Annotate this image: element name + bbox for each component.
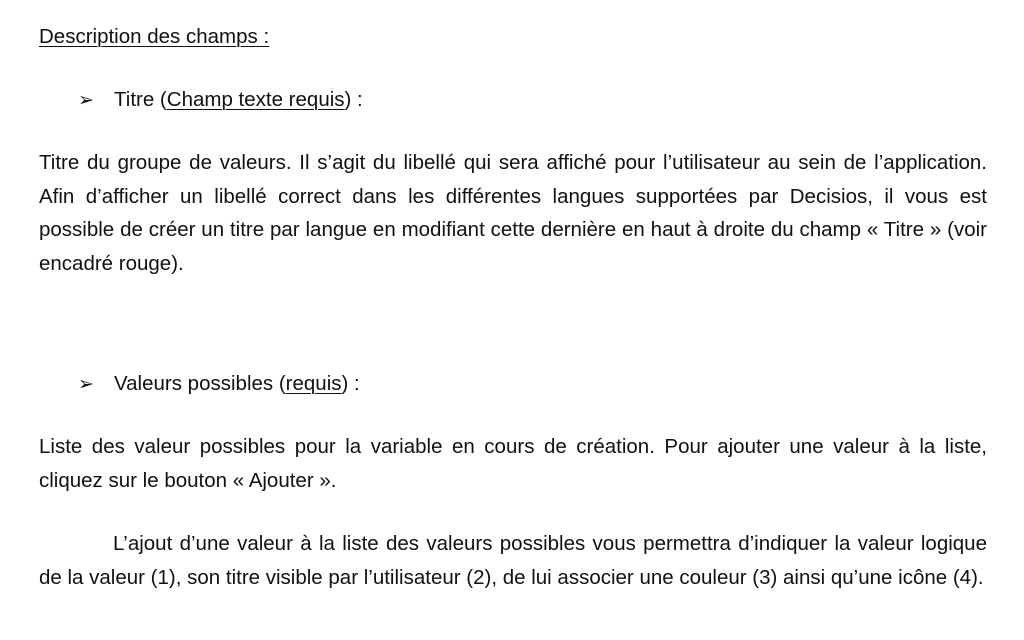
section-title-requirement: requis xyxy=(285,372,342,395)
document-heading: Description des champs : xyxy=(39,25,270,48)
section-title-valeurs-possibles xyxy=(78,371,360,398)
paragraph-ajout-valeur: L’ajout d’une valeur à la liste des valeurs possibles vous permettra d’indiquer la valeur logique de la valeur (1), son titre visible par l’utilisateur (2), de lui associer une couleur (3) ainsi qu’une icône (4). xyxy=(39,532,987,589)
section-title-prefix: Valeurs possibles ( xyxy=(114,372,286,395)
section-title-titre xyxy=(78,87,363,114)
arrow-bullet-icon: ➢ xyxy=(78,90,94,111)
paragraph-valeurs-description: Liste des valeur possibles pour la variable en cours de création. Pour ajouter une valeur à la liste, cliquez sur le bouton « Ajouter ». xyxy=(39,435,987,492)
arrow-bullet-icon: ➢ xyxy=(78,374,94,395)
section-title-suffix: ) : xyxy=(344,88,363,111)
section-title-suffix: ) : xyxy=(341,372,360,395)
paragraph-titre-description: Titre du groupe de valeurs. Il s’agit du libellé qui sera affiché pour l’utilisateur au sein de l’application. Afin d’afficher un libellé correct dans les différentes langues supportées par Decisios, il vous est possible de créer un titre par langue en modifiant cette dernière en haut à droite du champ « Titre » (voir encadré rouge). xyxy=(39,151,987,275)
section-title-prefix: Titre ( xyxy=(114,88,167,111)
section-title-requirement: Champ texte requis xyxy=(166,88,345,111)
